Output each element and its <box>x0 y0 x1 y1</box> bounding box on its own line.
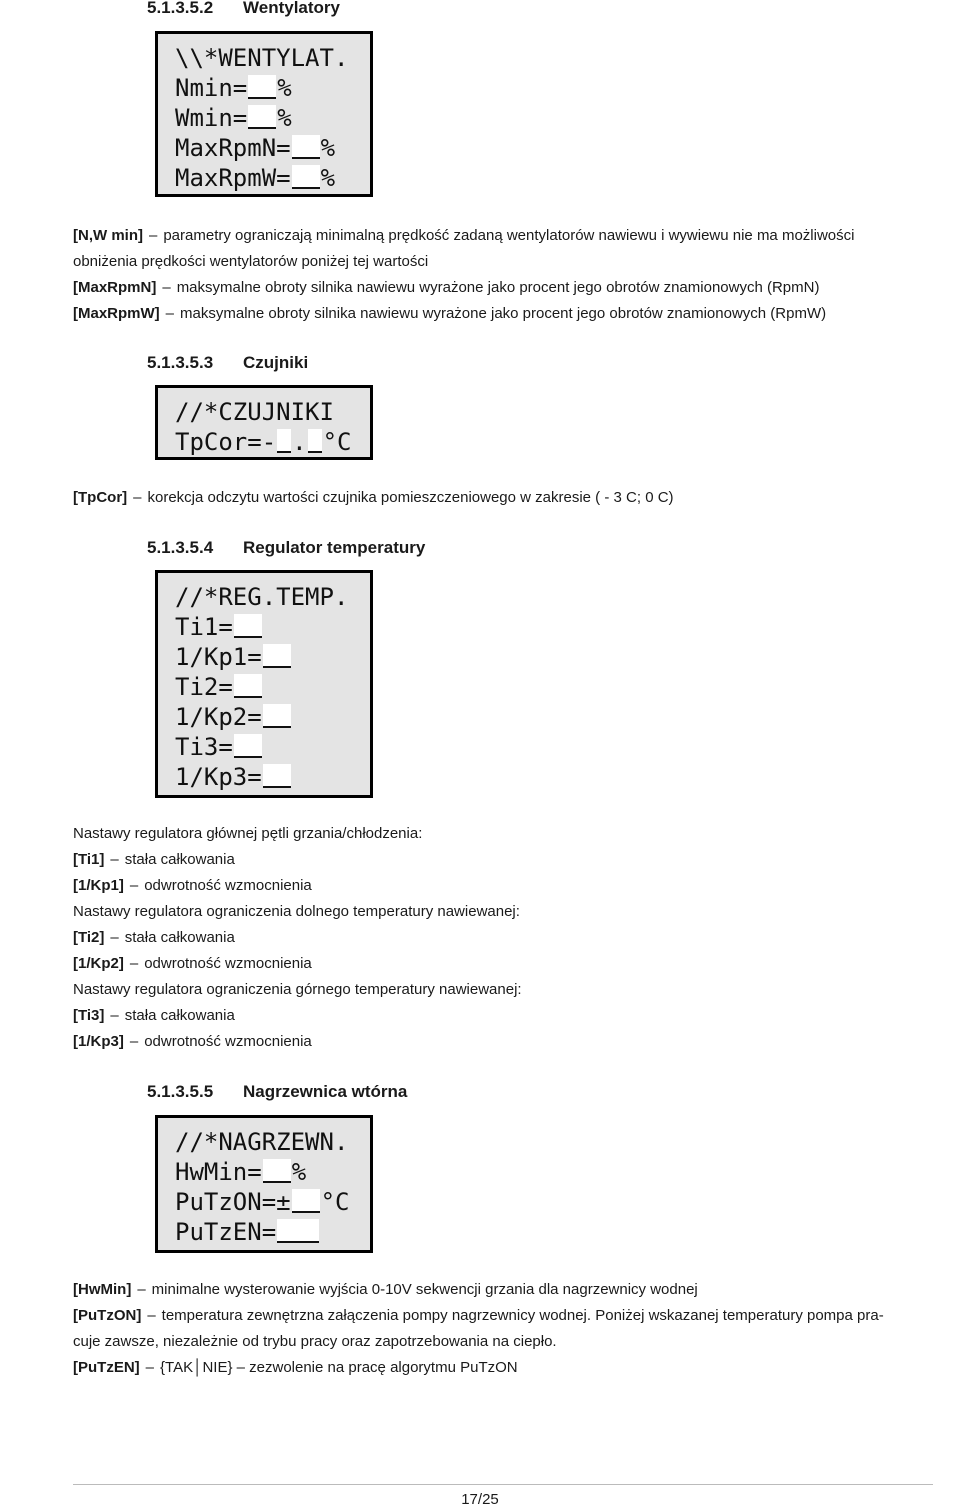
lcd-line: Ti1= <box>175 612 370 642</box>
lcd-line: Ti3= <box>175 732 370 762</box>
lcd-regulator <box>155 570 373 798</box>
lcd-line: //*NAGRZEWN. <box>175 1128 349 1156</box>
param-line: [TpCor] – korekcja odczytu wartości czujnika pomieszczeniowego w zakresie ( - 3 C; 0 C) <box>73 489 674 506</box>
section-title: Czujniki <box>243 353 309 372</box>
lcd-line: PuTzEN= <box>175 1217 370 1247</box>
lcd-wentylatory <box>155 31 373 197</box>
lcd-line: 1/Kp3= <box>175 762 370 792</box>
param-line: [N,W min] – parametry ograniczają minimalną prędkość zadaną wentylatorów nawiewu i wywiewu nie ma możliwości <box>73 227 855 244</box>
section-heading-wentylatory <box>147 0 340 18</box>
section-title: Nagrzewnica wtórna <box>243 1082 408 1101</box>
param-line: cuje zawsze, niezależnie od trybu pracy oraz zapotrzebowania na ciepło. <box>73 1333 557 1350</box>
section-number: 5.1.3.5.3 <box>147 353 214 372</box>
lcd-line: Wmin= % <box>175 104 292 132</box>
page-number: 17/25 <box>461 1491 499 1508</box>
section-heading-nagrzewnica <box>147 1082 407 1102</box>
lcd-line: \\*WENTYLAT. <box>175 44 349 72</box>
section-number: 5.1.3.5.5 <box>147 1082 214 1101</box>
param-line: [MaxRpmW] – maksymalne obroty silnika nawiewu wyrażone jako procent jego obrotów znamionowych (RpmW) <box>73 305 827 322</box>
section-title: Regulator temperatury <box>243 538 426 557</box>
param-line: [HwMin] – minimalne wysterowanie wyjścia 0-10V sekwencji grzania dla nagrzewnicy wodnej <box>73 1281 698 1298</box>
param-line: [1/Kp1] – odwrotność wzmocnienia <box>73 877 312 894</box>
lcd-line: PuTzON=± °C <box>175 1188 350 1216</box>
section-number: 5.1.3.5.4 <box>147 538 214 557</box>
param-line: Nastawy regulatora głównej pętli grzania/chłodzenia: <box>73 825 423 842</box>
lcd-line: TpCor=- . °C <box>175 428 352 456</box>
lcd-line: MaxRpmN= % <box>175 134 336 162</box>
lcd-nagrzewnica <box>155 1115 373 1253</box>
param-line: [1/Kp3] – odwrotność wzmocnienia <box>73 1033 312 1050</box>
lcd-line: 1/Kp1= <box>175 642 370 672</box>
lcd-line: HwMin= % <box>175 1158 307 1186</box>
section-heading-czujniki <box>147 353 308 373</box>
param-line: [PuTzON] – temperatura zewnętrzna załączenia pompy nagrzewnicy wodnej. Poniżej wskazanej temperatury pompa pra- <box>73 1307 884 1324</box>
param-line: [Ti3] – stała całkowania <box>73 1007 235 1024</box>
section-number: 5.1.3.5.2 <box>147 0 214 17</box>
lcd-line: 1/Kp2= <box>175 702 370 732</box>
param-line: obniżenia prędkości wentylatorów poniżej tej wartości <box>73 253 429 270</box>
lcd-czujniki <box>155 385 373 460</box>
param-line: Nastawy regulatora ograniczenia dolnego temperatury nawiewanej: <box>73 903 520 920</box>
param-line: [PuTzEN] – {TAK│NIE} – zezwolenie na pracę algorytmu PuTzON <box>73 1359 518 1376</box>
section-heading-regulator <box>147 538 425 558</box>
param-line: [Ti1] – stała całkowania <box>73 851 235 868</box>
footer-divider <box>73 1484 933 1485</box>
lcd-line: //*REG.TEMP. <box>175 583 349 611</box>
lcd-line: MaxRpmW= % <box>175 164 336 192</box>
param-line: [Ti2] – stała całkowania <box>73 929 235 946</box>
param-line: [MaxRpmN] – maksymalne obroty silnika nawiewu wyrażone jako procent jego obrotów znamionowych (RpmN) <box>73 279 820 296</box>
param-line: Nastawy regulatora ograniczenia górnego temperatury nawiewanej: <box>73 981 522 998</box>
lcd-line: Nmin= % <box>175 74 292 102</box>
lcd-line: //*CZUJNIKI <box>175 398 334 426</box>
lcd-line: Ti2= <box>175 672 370 702</box>
param-line: [1/Kp2] – odwrotność wzmocnienia <box>73 955 312 972</box>
section-title: Wentylatory <box>243 0 340 17</box>
